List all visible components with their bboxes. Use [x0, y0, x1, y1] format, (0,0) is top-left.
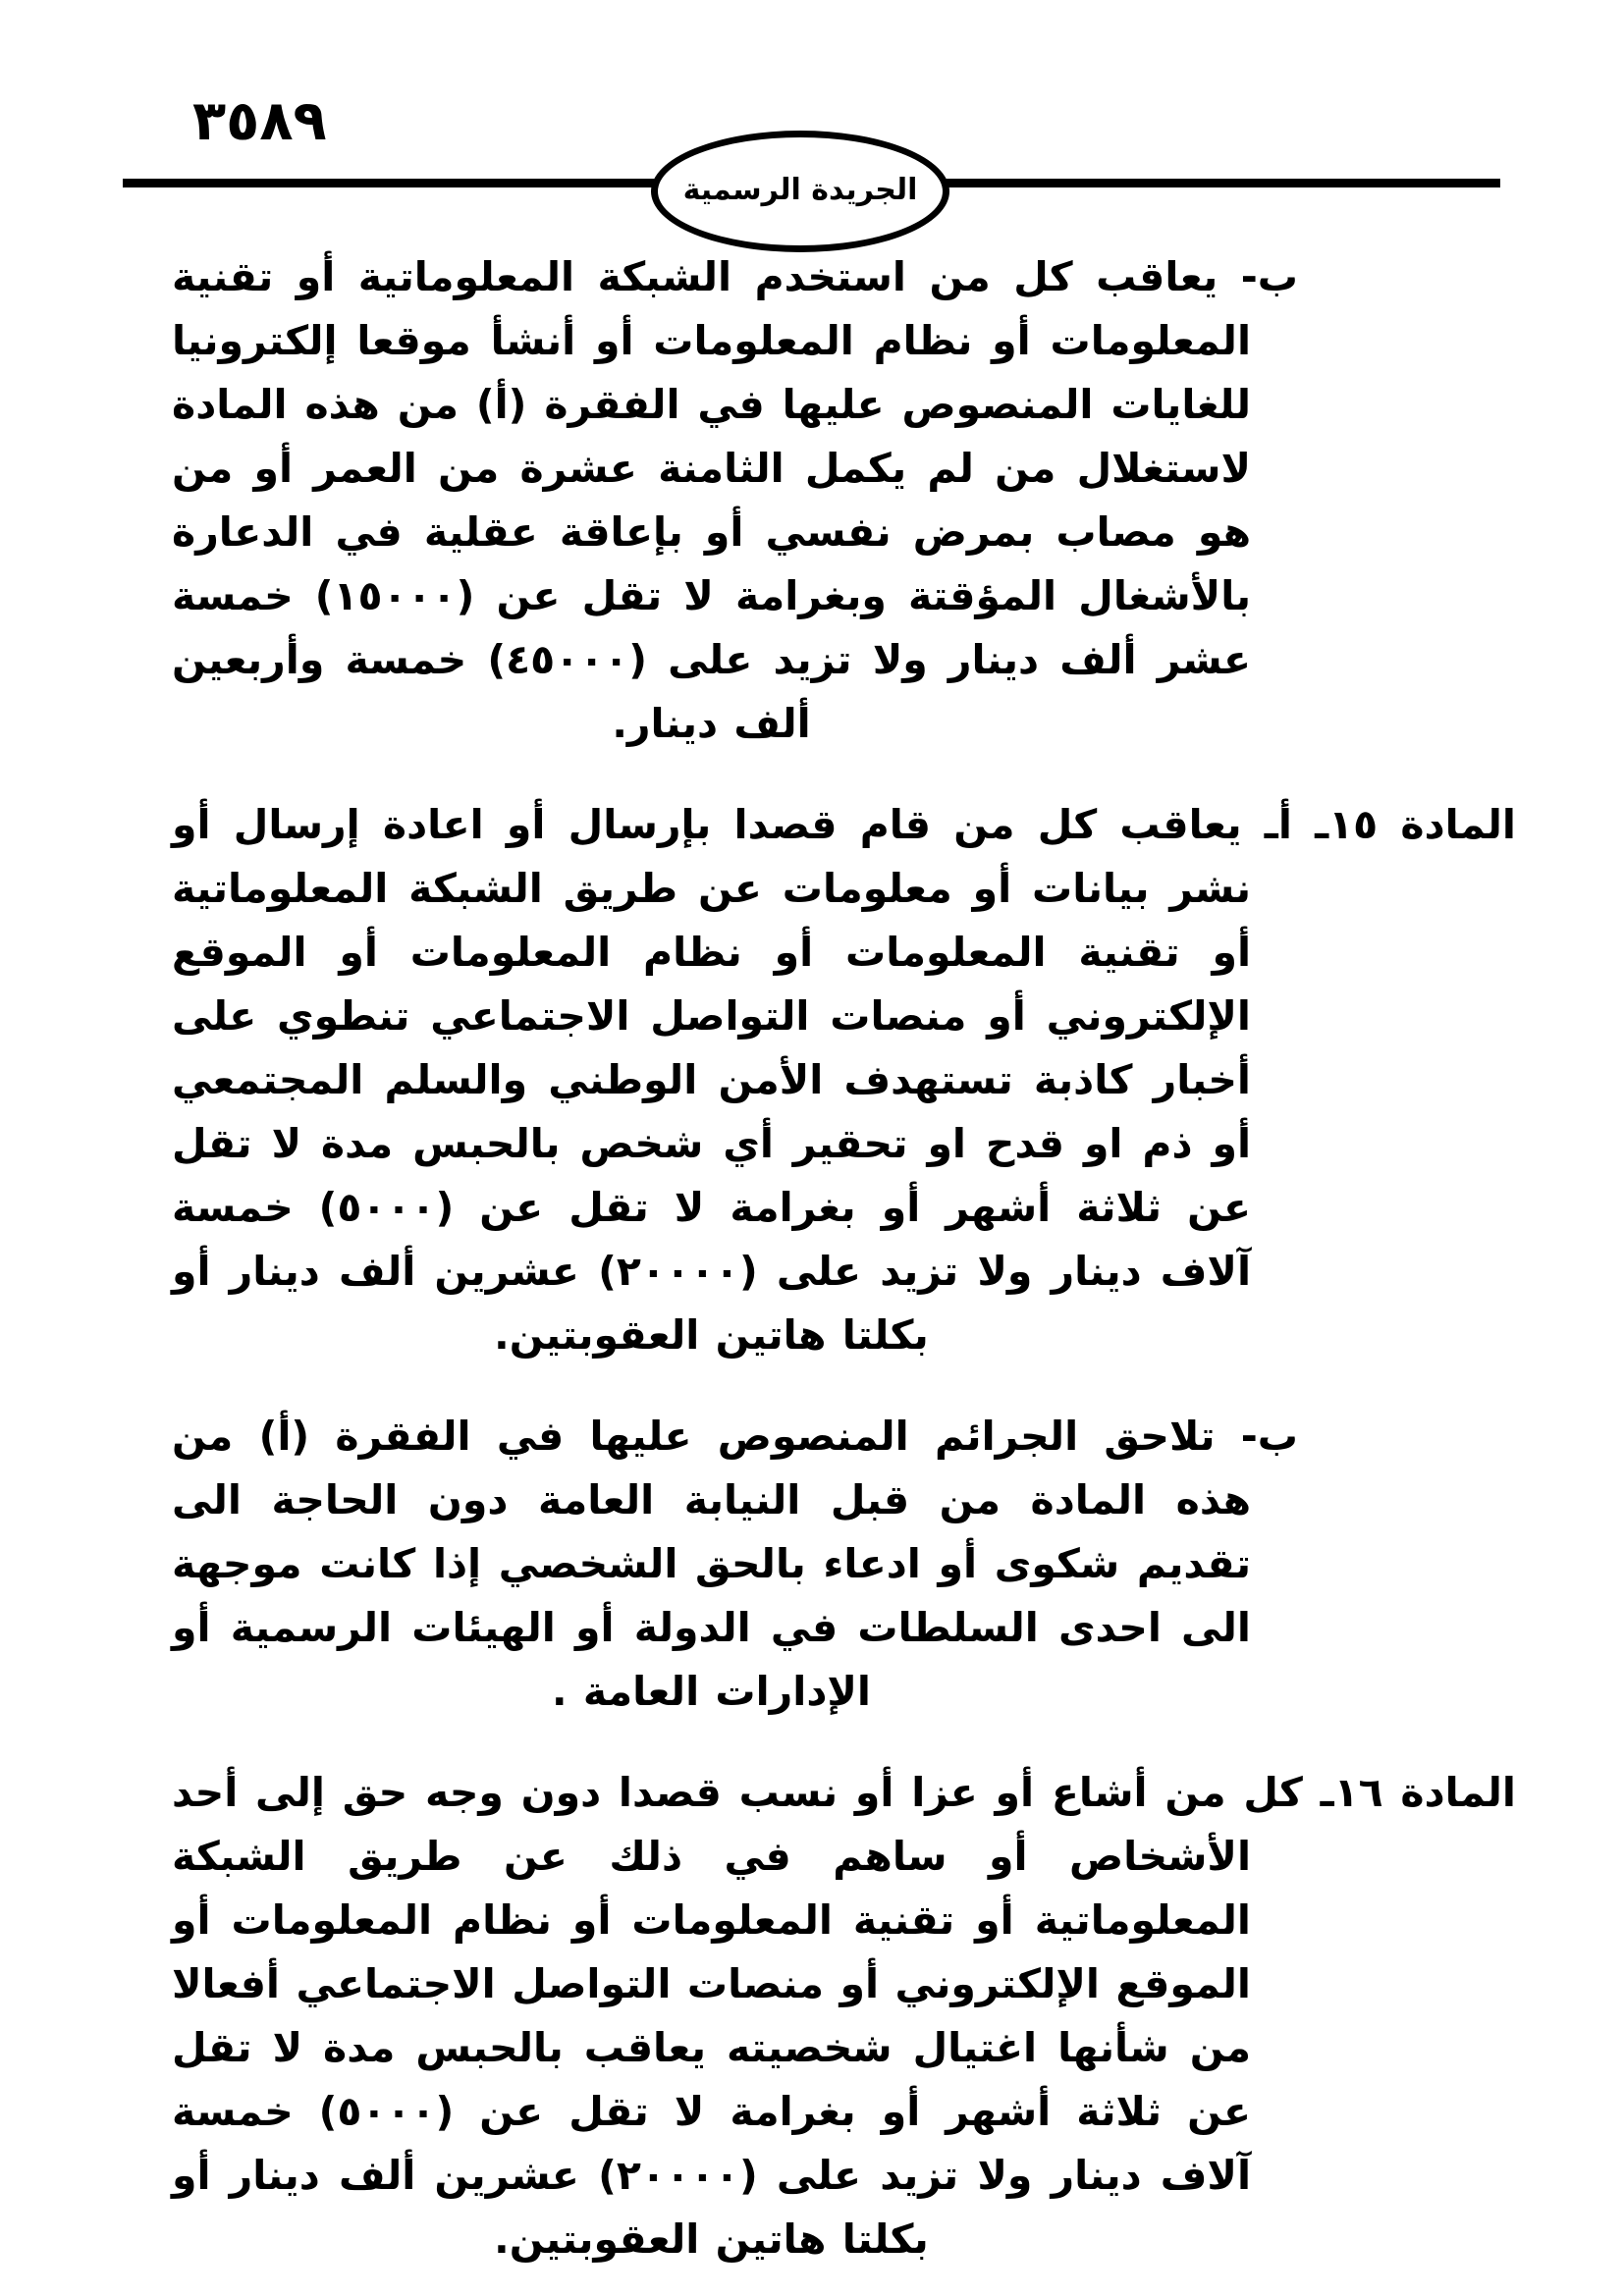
paragraph-article15-clause-b: ب- تلاحق الجرائم المنصوص عليها في الفقرة (أ) من هذه المادة من قبل النيابة العامة دون الحاجة الى تقديم شكوى أو ادعاء بالحق الشخصي إذا كانت موجهة الى احدى السلطات في الدولة أو الهيئات الرسمية أو الإدارات العامة . — [172, 1413, 1298, 1715]
paragraph-article16: المادة ١٦ـ كل من أشاع أو عزا أو نسب قصدا دون وجه حق إلى أحد الأشخاص أو ساهم في ذلك عن طريق الشبكة المعلوماتية أو تقنية المعلومات أو نظام المعلومات أو الموقع الإلكتروني أو منصات التواصل الاجتماعي أفعالا من شأنها اغتيال شخصيته يعاقب بالحبس مدة لا تقل عن ثلاثة أشهر أو بغرامة لا تقل عن (٥٠٠٠) خمسة آلاف دينار ولا تزيد على (٢٠٠٠٠) عشرين ألف دينار أو بكلتا هاتين العقوبتين. — [172, 1769, 1516, 2263]
document-body — [172, 245, 1516, 2296]
paragraph-article15-clause-a: المادة ١٥ـ أـ يعاقب كل من قام قصدا بإرسال أو اعادة إرسال أو نشر بيانات أو معلومات عن طريق الشبكة المعلوماتية أو تقنية المعلومات أو نظام المعلومات أو الموقع الإلكتروني أو منصات التواصل الاجتماعي تنطوي على أخبار كاذبة تستهدف الأمن الوطني والسلم المجتمعي أو ذم او قدح او تحقير أي شخص بالحبس مدة لا تقل عن ثلاثة أشهر أو بغرامة لا تقل عن (٥٠٠٠) خمسة آلاف دينار ولا تزيد على (٢٠٠٠٠) عشرين ألف دينار أو بكلتا هاتين العقوبتين. — [172, 801, 1516, 1359]
gazette-badge-label: الجريدة الرسمية — [682, 172, 918, 207]
paragraph-article14-clause-b: ب- يعاقب كل من استخدم الشبكة المعلوماتية أو تقنية المعلومات أو نظام المعلومات أو أنشأ موقعا إلكترونيا للغايات المنصوص عليها في الفقرة (أ) من هذه المادة لاستغلال من لم يكمل الثامنة عشرة من العمر أو من هو مصاب بمرض نفسي أو بإعاقة عقلية في الدعارة بالأشغال المؤقتة وبغرامة لا تقل عن (١٥٠٠٠) خمسة عشر ألف دينار ولا تزيد على (٤٥٠٠٠) خمسة وأربعين ألف دينار. — [172, 253, 1298, 747]
page-number: ٣٥٨٩ — [192, 89, 327, 153]
gazette-oval-badge — [651, 131, 949, 252]
